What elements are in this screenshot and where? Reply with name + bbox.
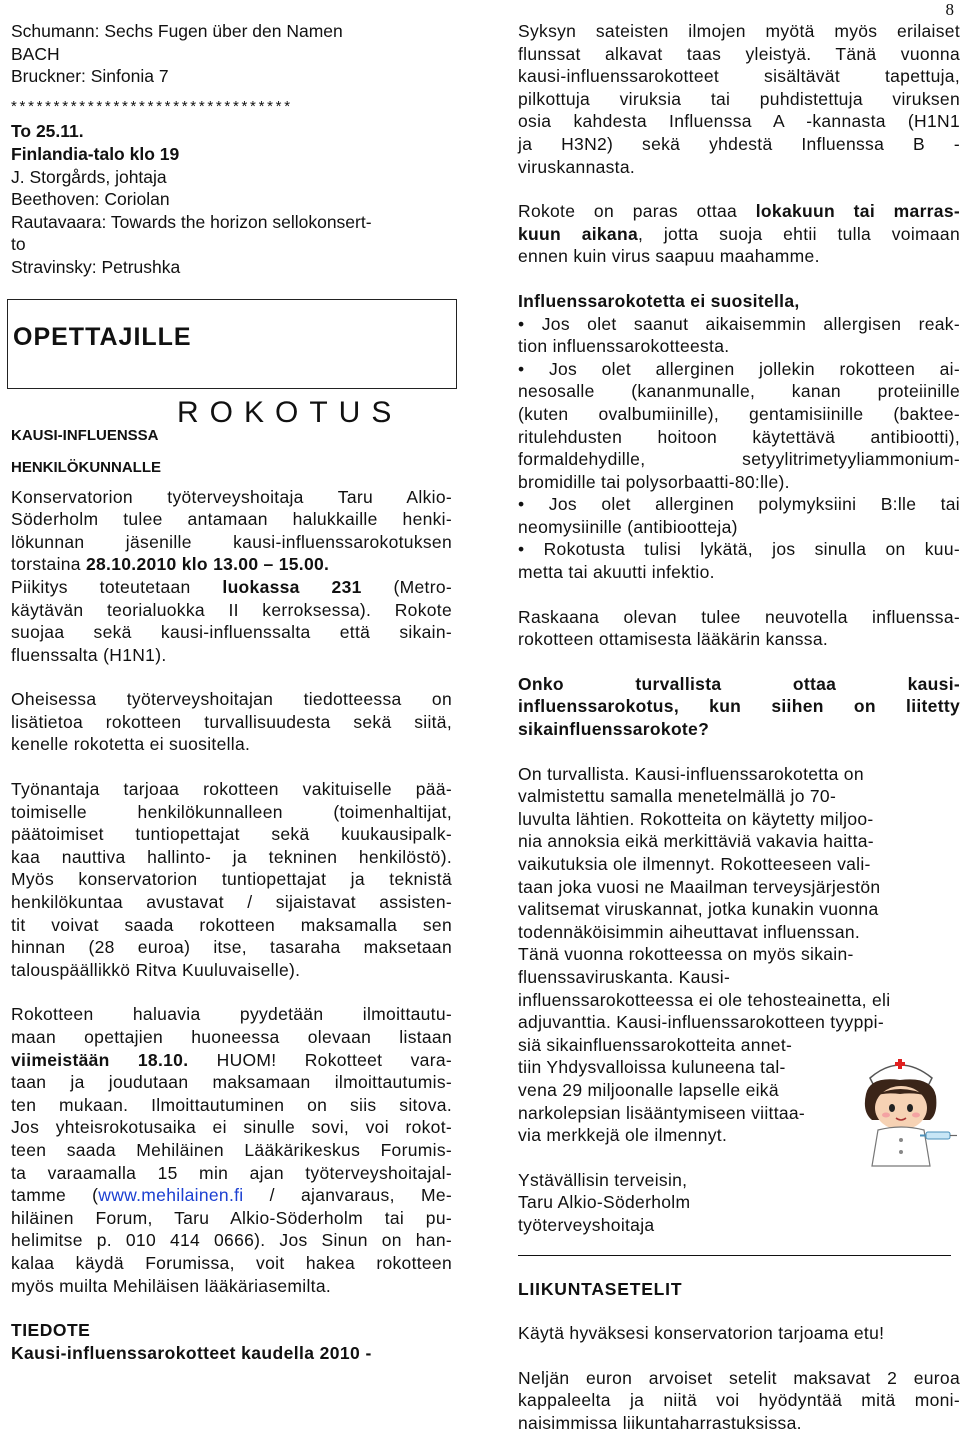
text-line: nia annoksia eikä merkittäviä vakavia haitta- — [518, 831, 874, 852]
text-span-bold: kuun aikana — [518, 223, 638, 244]
text-line: fluenssaviruskanta. Kausi- — [518, 966, 731, 987]
text-line: J. Storgårds, johtaja — [11, 166, 167, 187]
text-line: to — [11, 234, 26, 255]
text-line: Taru Alkio-Söderholm — [518, 1192, 691, 1213]
text-line: lökunnan jäsenille kausi-influenssarokotuksen — [11, 531, 452, 552]
text-line: kaa nauttiva hallinto- ja tekninen henkilöstö). — [11, 846, 452, 867]
spacer — [518, 651, 960, 673]
text-line: Oheisessa työterveyshoitajan tiedotteessa on — [11, 689, 452, 710]
spacer — [11, 1297, 452, 1319]
text-line: kappaleelta ja niitä voi hyödyntää mitä moni- — [518, 1390, 960, 1411]
text-line: päätoimiset tuntiopettajat sekä kuukausipalk- — [11, 824, 452, 845]
concert-venue: Finlandia-talo klo 19 — [11, 143, 180, 164]
text-line: fluenssalta (H1N1). — [11, 644, 167, 665]
spacer — [518, 741, 960, 763]
text-span: Piikitys toteutetaan — [11, 576, 223, 597]
text-line: todennäköisimmin aiheuttavat influenssan. — [518, 921, 861, 942]
vaccination-time: 28.10.2010 klo 13.00 – 15.00. — [85, 554, 330, 575]
text-line: taan ja joudutaan maksamaan ilmoittautumis- — [11, 1072, 452, 1093]
text-line: Ystävällisin terveisin, — [518, 1169, 688, 1190]
text-line: ennen kuin virus saapuu maahamme. — [518, 246, 820, 267]
text-line: Rokotteen haluavia pyydetään ilmoittautu- — [11, 1004, 452, 1025]
section-header-box — [7, 299, 457, 389]
text-line: kausi-influenssarokotteet sisältävät tapettuja, — [518, 66, 960, 87]
text-line: Konservatorion työterveyshoitaja Taru Alkio- — [11, 486, 452, 507]
section-title: OPETTAJILLE — [13, 322, 192, 351]
text-line: Myös konservatorion tuntiopettajat ja teknistä — [11, 869, 452, 890]
paragraph — [518, 20, 960, 178]
spacer — [518, 584, 960, 606]
text-span: (Metro- — [361, 576, 452, 597]
spacer — [11, 756, 452, 778]
section-heading: LIIKUNTASETELIT — [518, 1278, 683, 1299]
website-link[interactable]: www.mehilainen.fi — [98, 1185, 244, 1206]
spacer — [518, 1256, 960, 1278]
heading-part: HENKILÖKUNNALLE — [11, 458, 161, 476]
text-line: työterveyshoitaja — [518, 1214, 655, 1235]
text-line: via merkkejä ole ilmennyt. — [518, 1125, 728, 1146]
text-line — [11, 1184, 452, 1207]
text-line: hinnan (28 euroa) itse, tasaraha maksetaan — [11, 937, 452, 958]
page-number: 8 — [945, 0, 954, 19]
text-line: helimitse p. 010 414 0666). Jos Sinun on han- — [11, 1230, 452, 1251]
text-line: suojaa sekä kausi-influenssalta että sikain- — [11, 622, 452, 643]
classroom: luokassa 231 — [222, 576, 362, 597]
faq-question — [518, 673, 960, 741]
text-line: osia kahdesta Influenssa A -kannasta (H1N1 — [518, 111, 960, 132]
text-line: Syksyn sateisten ilmojen myötä myös erilaiset — [518, 21, 960, 41]
text-line: metta tai akuutti infektio. — [518, 562, 715, 583]
concert-date: To 25.11. — [11, 121, 84, 142]
text-line: Onko turvallista ottaa kausi- — [518, 673, 960, 694]
text-span-bold: lokakuun tai marras- — [755, 201, 960, 222]
text-line: formaldehydille, setyylitrimetyyliammonium- — [518, 449, 960, 470]
paragraph — [11, 778, 452, 981]
text-line: valitsemat viruskannat, jotka kunakin vuonna — [518, 899, 879, 920]
concert-listing-2 — [11, 120, 452, 278]
text-line: influenssarokotteessa ei ole tehosteainetta, eli — [518, 989, 891, 1010]
left-column — [11, 20, 452, 1364]
concert-listing-1 — [11, 20, 452, 88]
text-line: lisätietoa rokotteen turvallisuudesta sekä siitä, — [11, 711, 452, 732]
text-line: Beethoven: Coriolan — [11, 189, 170, 210]
paragraph — [518, 200, 960, 268]
text-line: henkilökuntaa avustavat / sijaistavat assisten- — [11, 892, 452, 913]
text-line: Schumann: Sechs Fugen über den Namen — [11, 21, 343, 41]
text-line: (kuten ovalbumiinille), gentamisiinille (baktee- — [518, 403, 960, 424]
spacer — [11, 666, 452, 688]
text-line: vaikutuksia ole ilmennyt. Rokotteeseen vali- — [518, 854, 871, 874]
text-span: Rokote on paras ottaa — [518, 201, 756, 222]
heading-part: KAUSI-INFLUENSSA — [11, 426, 159, 444]
text-span: torstaina — [11, 554, 86, 575]
text-line: tit voivat saada rokotteen maksamalla sen — [11, 914, 452, 935]
text-line: myös muilta Mehiläisen lääkäriasemilta. — [11, 1275, 332, 1296]
text-line: talouspäällikkö Ritva Kuuluvaiselle). — [11, 959, 301, 980]
bullet-line: • Rokotusta tulisi lykätä, jos sinulla on kuu- — [518, 539, 960, 560]
text-line: käytävän teorialuokka II kerroksessa). Rokote — [11, 599, 452, 620]
text-line: kenelle rokotetta ei suositella. — [11, 734, 251, 755]
text-span: HUOM! Rokotteet vara- — [188, 1049, 452, 1070]
divider-line — [518, 1245, 951, 1256]
signature — [518, 1169, 960, 1256]
text-line: maan opettajien huoneessa olevaan listaan — [11, 1027, 452, 1047]
text-line: nesosalle (kananmunalle, kanan proteiinille — [518, 381, 960, 402]
text-span: , jotta suoja ehtii tulla voimaan — [637, 223, 960, 244]
text-line: kalaa käydä Forumissa, voit hakea rokotteen — [11, 1252, 452, 1273]
text-line: BACH — [11, 43, 60, 64]
text-line: vena 29 miljoonalle lapselle eikä — [518, 1079, 779, 1100]
paragraph — [518, 606, 960, 651]
spacer — [518, 178, 960, 200]
text-line: ja H3N2) sekä yhdestä Influenssa B - — [518, 133, 960, 154]
paragraph — [11, 688, 452, 756]
notice-subheading: Kausi-influenssarokotteet kaudella 2010 - — [11, 1342, 372, 1363]
spacer — [11, 981, 452, 1003]
notice-heading: TIEDOTE — [11, 1320, 91, 1341]
text-line: toimiselle henkilökunnalleen (toimenhaltijat, — [11, 801, 452, 822]
spacer — [518, 268, 960, 290]
text-line: Työnantaja tarjoaa rokotteen vakituiselle pää- — [11, 779, 452, 800]
text-line: bromidille tai polysorbaatti-80:lle). — [518, 471, 790, 492]
contraindications — [518, 290, 960, 584]
text-line: Jos yhteisrokotusaika ei sinulle sovi, voi rokot- — [11, 1117, 452, 1138]
star-divider: ********************************* — [11, 97, 293, 115]
text-line: naisimmissa liikuntaharrastuksissa. — [518, 1412, 802, 1433]
text-line: Stravinsky: Petrushka — [11, 256, 181, 277]
text-line — [518, 223, 960, 246]
text-line: tion influenssarokotteesta. — [518, 336, 730, 357]
text-line — [11, 576, 452, 599]
text-line: Käytä hyväksesi konservatorion tarjoama etu! — [518, 1323, 885, 1344]
text-line — [11, 1049, 452, 1072]
text-line: neomysiinille (antibiootteja) — [518, 516, 738, 537]
text-line: hiläinen Forum, Taru Alkio-Söderholm tai pu- — [11, 1207, 452, 1228]
text-line: ten mukaan. Ilmoittautuminen on siis sitova. — [11, 1094, 452, 1115]
text-line — [518, 200, 960, 223]
paragraph — [11, 486, 452, 667]
text-line: ritulehdusten hoitoon käytettävä antibiootti), — [518, 426, 960, 447]
text-line: ta varaamalla 15 min ajan työterveyshoitajal- — [11, 1162, 452, 1183]
text-line: valmistettu samalla menetelmällä jo 70- — [518, 786, 837, 807]
text-line: luvulta lähtien. Rokotteita on käytetty miljoo- — [518, 808, 874, 829]
spacer — [518, 1345, 960, 1367]
spacer — [518, 1300, 960, 1322]
text-line: Rautavaara: Towards the horizon sellokonsert- — [11, 211, 372, 232]
text-line: Söderholm tulee antamaan halukkaille henki- — [11, 509, 452, 530]
vaccination-heading — [11, 395, 452, 476]
bullet-line: • Jos olet allerginen polymyksiini B:lle tai — [518, 494, 960, 515]
text-line — [11, 553, 452, 576]
text-line: viruskannasta. — [518, 156, 636, 177]
bullet-line: • Jos olet saanut aikaisemmin allergisen reak- — [518, 313, 960, 334]
bullet-line: • Jos olet allerginen jollekin rokotteen ai- — [518, 358, 960, 379]
text-line: On turvallista. Kausi-influenssarokotetta on — [518, 763, 864, 784]
paragraph — [11, 1003, 452, 1297]
contraindications-heading: Influenssarokotetta ei suositella, — [518, 290, 800, 311]
text-line: taan joka vuosi ne Maailman terveysjärjestön — [518, 876, 881, 897]
text-line: Bruckner: Sinfonia 7 — [11, 66, 169, 87]
nurse-illustration-icon — [840, 1048, 958, 1168]
text-line: narkolepsian lisääntymiseen viittaa- — [518, 1102, 806, 1123]
text-line: Neljän euron arvoiset setelit maksavat 2 euroa — [518, 1367, 960, 1388]
paragraph — [518, 1367, 960, 1435]
text-line: tiin Yhdysvalloissa kuluneena tal- — [518, 1057, 786, 1078]
text-line: adjuvanttia. Kausi-influenssarokotteen tyyppi- — [518, 1012, 884, 1033]
text-line: rokotteen ottamisesta lääkärin kanssa. — [518, 629, 829, 650]
text-line: sikainfluenssarokote? — [518, 719, 710, 740]
text-line: pilkottuja viruksia tai puhdistettuja viruksen — [518, 88, 960, 109]
text-line: flunssat alkavat taas yleistyä. Tänä vuonna — [518, 43, 960, 64]
text-span: tamme ( — [11, 1185, 99, 1206]
text-span: / ajanvaraus, Me- — [243, 1185, 452, 1206]
text-line: influenssarokotus, kun siihen on liitetty — [518, 696, 960, 717]
text-line: Tänä vuonna rokotteessa on myös sikain- — [518, 944, 854, 965]
text-line: teen saada Mehiläinen Lääkärikeskus Forumis- — [11, 1139, 452, 1160]
right-column — [518, 20, 960, 1434]
text-line: Raskaana olevan tulee neuvotella influenssa- — [518, 606, 960, 627]
heading-main: ROKOTUS — [177, 395, 403, 429]
deadline: viimeistään 18.10. — [11, 1049, 189, 1070]
text-line: siä sikainfluenssarokotteita annet- — [518, 1034, 793, 1055]
